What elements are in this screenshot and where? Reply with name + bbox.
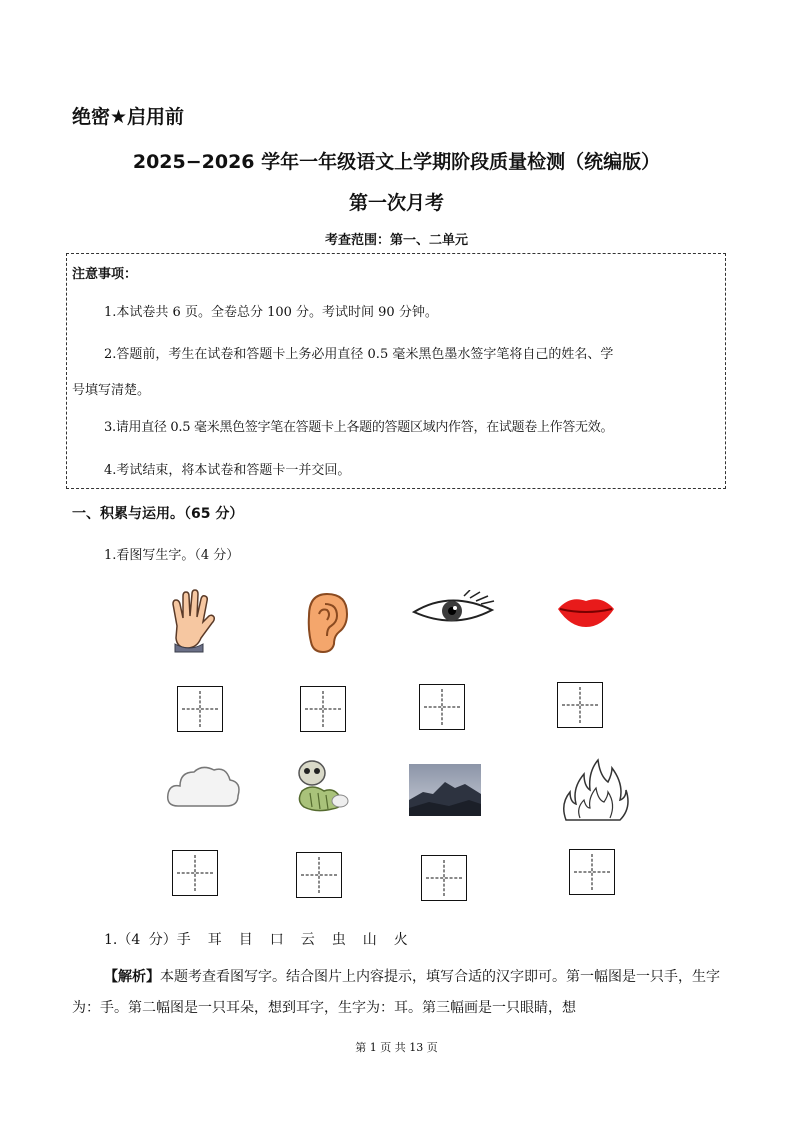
answer-box-4[interactable]	[557, 682, 603, 728]
exam-title: 2025−2026 学年一年级语文上学期阶段质量检测（统编版）	[132, 151, 661, 173]
notice-item-4: 4.考试结束，将本试卷和答题卡一并交回。	[104, 463, 351, 478]
answer-char: 山	[362, 932, 377, 948]
ear-icon	[301, 590, 353, 654]
notice-item-3: 3.请用直径 0.5 毫米黑色签字笔在答题卡上各题的答题区域内作答，在试题卷上作答无效。	[104, 420, 614, 435]
fire-icon	[558, 758, 630, 826]
notice-title: 注意事项：	[72, 267, 138, 282]
answer-char: 口	[269, 932, 284, 948]
answer-box-6[interactable]	[296, 852, 342, 898]
mountain-icon	[409, 764, 481, 816]
answer-char: 云	[300, 932, 315, 948]
notice-box	[66, 253, 726, 489]
answer-line	[104, 929, 425, 949]
bug-icon	[292, 757, 352, 815]
section-title: 一、积累与运用。（65 分）	[72, 506, 244, 522]
answer-chars	[177, 932, 425, 948]
analysis-label: 【解析】	[104, 969, 160, 985]
answer-box-1[interactable]	[177, 686, 223, 732]
answer-box-3[interactable]	[419, 684, 465, 730]
eye-icon	[410, 590, 496, 630]
notice-item-2-cont: 号填写清楚。	[72, 383, 151, 398]
answer-box-8[interactable]	[569, 849, 615, 895]
notice-item-2: 2.答题前，考生在试卷和答题卡上务必用直径 0.5 毫米黑色墨水签字笔将自己的姓名、学	[104, 347, 614, 362]
exam-subtitle: 第一次月考	[348, 192, 444, 214]
answer-char: 手	[176, 932, 191, 948]
answer-box-7[interactable]	[421, 855, 467, 901]
analysis-text: 本题考查看图写字。结合图片上内容提示，填写合适的汉字即可。第一幅图是一只手，生字为：手。第二幅图是一只耳朵，想到耳字，生字为：耳。第三幅画是一只眼睛，想	[72, 969, 720, 1016]
cloud-icon	[164, 762, 242, 812]
answer-box-2[interactable]	[300, 686, 346, 732]
answer-char: 虫	[331, 932, 346, 948]
notice-item-1: 1.本试卷共 6 页。全卷总分 100 分。考试时间 90 分钟。	[104, 305, 438, 320]
question-1: 1.看图写生字。（4 分）	[104, 548, 240, 563]
exam-scope: 考查范围：第一、二单元	[324, 233, 468, 248]
page-footer: 第 1 页 共 13 页	[355, 1041, 438, 1054]
answer-char: 目	[238, 932, 253, 948]
secret-label: 绝密★启用前	[72, 106, 185, 128]
answer-char: 火	[393, 932, 408, 948]
answer-prefix: 1.（4 分）	[104, 932, 177, 948]
answer-box-5[interactable]	[172, 850, 218, 896]
hand-icon	[165, 588, 215, 654]
answer-char: 耳	[207, 932, 222, 948]
analysis-paragraph	[72, 962, 722, 1024]
mouth-icon	[556, 593, 616, 629]
